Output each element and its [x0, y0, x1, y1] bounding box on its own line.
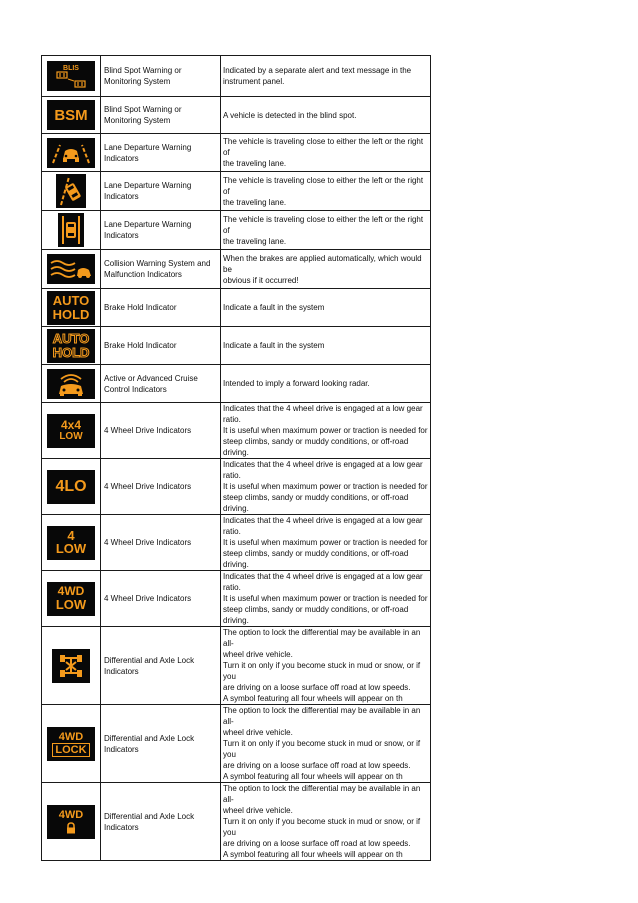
indicator-description: A vehicle is detected in the blind spot. [221, 97, 431, 134]
table-row [42, 134, 431, 172]
indicator-name: Differential and Axle Lock Indicators [101, 783, 221, 861]
indicator-description: The vehicle is traveling close to either the left or the right of the traveling lane. [221, 172, 431, 211]
lane-departure-car-icon [47, 138, 95, 168]
indicator-name: Blind Spot Warning or Monitoring System [101, 97, 221, 134]
collision-warning-icon [47, 254, 95, 284]
indicator-name: Differential and Axle Lock Indicators [101, 627, 221, 705]
4lo-icon: 4LO [47, 470, 95, 504]
indicator-name: 4 Wheel Drive Indicators [101, 459, 221, 515]
indicator-name: Collision Warning System and Malfunction Indicators [101, 250, 221, 289]
table-row [42, 97, 431, 134]
table-row [42, 705, 431, 783]
indicator-description: Indicates that the 4 wheel drive is engaged at a low gear ratio. It is useful when maximum power or traction is needed for steep climbs, sandy or muddy conditions, or off-road driving. [221, 571, 431, 627]
indicator-description: Intended to imply a forward looking radar. [221, 365, 431, 403]
indicator-description: The option to lock the differential may be available in an all- wheel drive vehicle. Turn it on only if you become stuck in mud or snow, or if you are driving on a loose surface off road at low speeds. A symbol featuring all four wheels will appear on th [221, 627, 431, 705]
table-row [42, 289, 431, 327]
table-row [42, 783, 431, 861]
auto-hold-outline-icon: AUTO HOLD [47, 329, 95, 363]
indicator-name: Brake Hold Indicator [101, 327, 221, 365]
warning-indicators-table [41, 55, 431, 861]
indicator-description: Indicates that the 4 wheel drive is engaged at a low gear ratio. It is useful when maximum power or traction is needed for steep climbs, sandy or muddy conditions, or off-road driving. [221, 459, 431, 515]
auto-hold-icon: AUTO HOLD [47, 291, 95, 325]
indicator-description: Indicate a fault in the system [221, 327, 431, 365]
table-row [42, 571, 431, 627]
indicator-name: Lane Departure Warning Indicators [101, 211, 221, 250]
indicator-description: Indicates that the 4 wheel drive is engaged at a low gear ratio. It is useful when maximum power or traction is needed for steep climbs, sandy or muddy conditions, or off-road driving. [221, 515, 431, 571]
table-row [42, 459, 431, 515]
indicator-description: Indicates that the 4 wheel drive is engaged at a low gear ratio. It is useful when maximum power or traction is needed for steep climbs, sandy or muddy conditions, or off-road driving. [221, 403, 431, 459]
indicator-description: The option to lock the differential may be available in an all- wheel drive vehicle. Turn it on only if you become stuck in mud or snow, or if you are driving on a loose surface off road at low speeds. A symbol featuring all four wheels will appear on th [221, 783, 431, 861]
4wd-padlock-icon: 4WD [47, 805, 95, 839]
table-row [42, 365, 431, 403]
adaptive-cruise-radar-icon [47, 369, 95, 399]
bsm-indicator-icon [47, 61, 95, 91]
table-row [42, 403, 431, 459]
table-row [42, 56, 431, 97]
4wd-low-icon: 4WD LOW [47, 582, 95, 616]
indicator-name: Brake Hold Indicator [101, 289, 221, 327]
indicator-name: Differential and Axle Lock Indicators [101, 705, 221, 783]
4-low-icon: 4 LOW [47, 526, 95, 560]
svg-text:BLIS: BLIS [63, 65, 79, 72]
indicator-name: 4 Wheel Drive Indicators [101, 403, 221, 459]
table-row [42, 627, 431, 705]
padlock-icon [65, 822, 77, 834]
bsm-text-icon: BSM [47, 100, 95, 130]
indicator-name: Blind Spot Warning or Monitoring System [101, 56, 221, 97]
table-row [42, 250, 431, 289]
table-row [42, 172, 431, 211]
differential-lock-icon [52, 649, 90, 683]
indicator-name: Active or Advanced Cruise Control Indicators [101, 365, 221, 403]
indicator-name: 4 Wheel Drive Indicators [101, 571, 221, 627]
table-row [42, 515, 431, 571]
indicator-description: The vehicle is traveling close to either the left or the right of the traveling lane. [221, 211, 431, 250]
table-row [42, 211, 431, 250]
indicator-name: Lane Departure Warning Indicators [101, 172, 221, 211]
indicator-description: The vehicle is traveling close to either the left or the right of the traveling lane. [221, 134, 431, 172]
indicator-description: When the brakes are applied automatically, which would be obvious if it occurred! [221, 250, 431, 289]
indicator-name: Lane Departure Warning Indicators [101, 134, 221, 172]
indicator-name: 4 Wheel Drive Indicators [101, 515, 221, 571]
4x4-low-icon: 4x4 LOW [47, 414, 95, 448]
lane-keep-car-icon [58, 213, 84, 247]
indicator-description: Indicated by a separate alert and text message in the instrument panel. [221, 56, 431, 97]
4wd-lock-icon: 4WD LOCK [47, 727, 95, 761]
indicator-description: The option to lock the differential may be available in an all- wheel drive vehicle. Turn it on only if you become stuck in mud or snow, or if you are driving on a loose surface off road at low speeds. A symbol featuring all four wheels will appear on th [221, 705, 431, 783]
lane-departure-angled-car-icon [56, 174, 86, 208]
indicator-description: Indicate a fault in the system [221, 289, 431, 327]
table-row [42, 327, 431, 365]
